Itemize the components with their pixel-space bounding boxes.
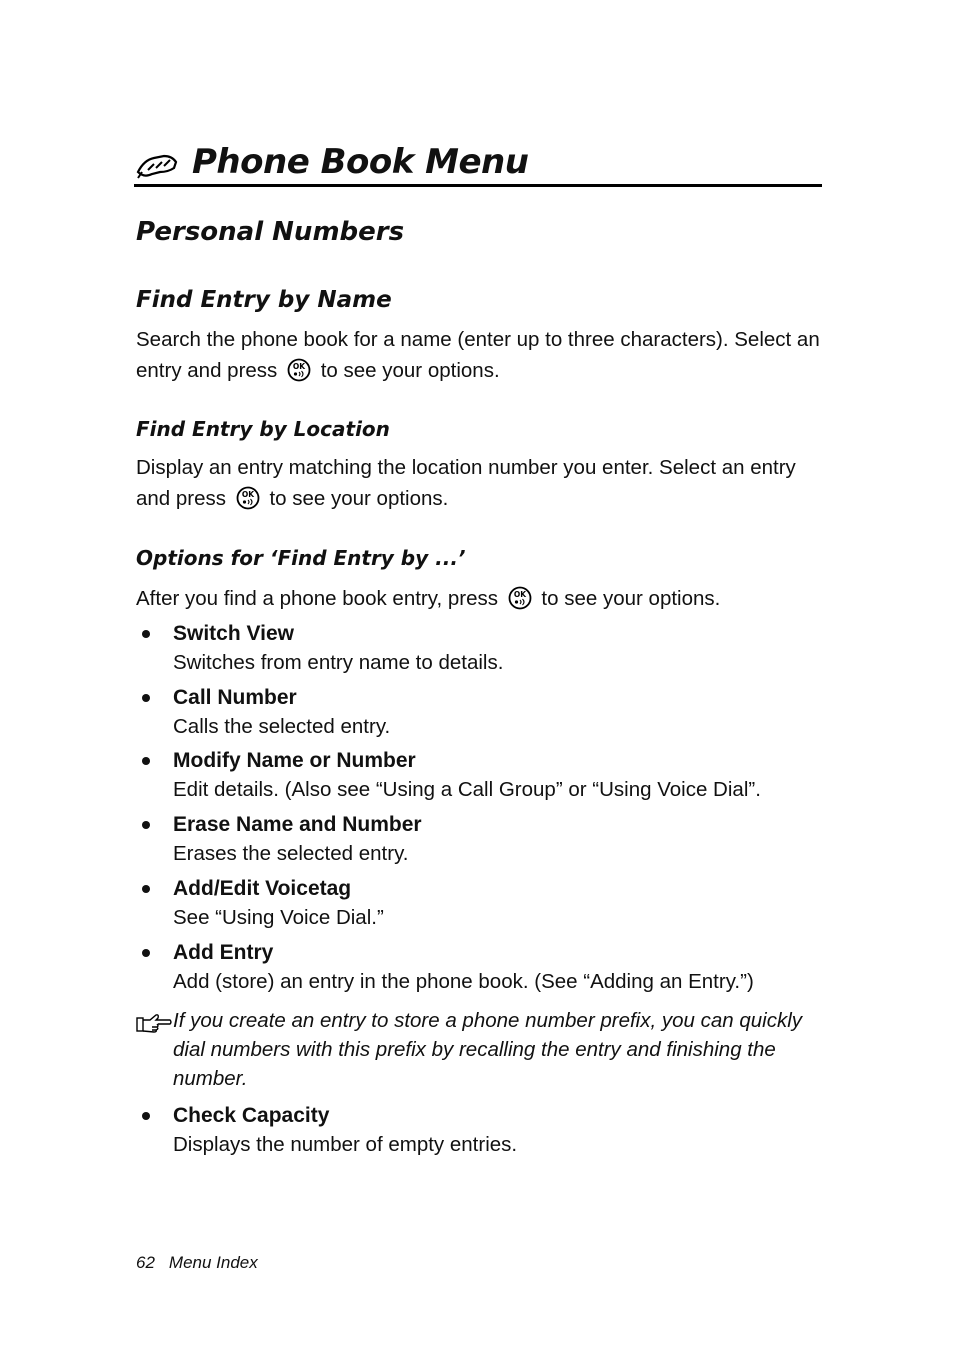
list-item-desc: Calls the selected entry.: [173, 715, 391, 738]
options-text-after: to see your options.: [541, 587, 721, 610]
list-item-label: Add/Edit Voicetag: [173, 877, 352, 900]
list-item-desc: Edit details. (Also see “Using a Call Group” or “Using Voice Dial”.: [173, 778, 761, 801]
page-number: 62: [136, 1253, 155, 1272]
list-item-label: Switch View: [173, 622, 294, 645]
find-by-name-heading: Find Entry by Name: [136, 287, 392, 313]
bullet-icon: [142, 949, 150, 957]
list-item-label: Check Capacity: [173, 1104, 330, 1127]
find-by-name-text-after: to see your options.: [320, 359, 500, 382]
list-item-desc: Switches from entry name to details.: [173, 651, 504, 674]
tip-note-text: If you create an entry to store a phone number prefix, you can quickly dial numbers with this prefix by recalling the entry and finishing the number.: [173, 1009, 803, 1090]
options-heading: Options for ‘Find Entry by ...’: [136, 546, 466, 570]
list-item-desc: Displays the number of empty entries.: [173, 1133, 518, 1156]
ok-button-label: OK: [513, 590, 526, 599]
ok-button-label: OK: [241, 490, 254, 499]
section-title: Personal Numbers: [136, 217, 405, 247]
list-item-label: Erase Name and Number: [173, 813, 422, 836]
page-title: Phone Book Menu: [192, 142, 529, 182]
list-item-label: Add Entry: [173, 941, 274, 964]
pointing-hand-icon: [136, 1012, 172, 1034]
bullet-icon: [142, 1112, 150, 1120]
bullet-icon: [142, 757, 150, 765]
find-by-location-text: [136, 452, 826, 514]
list-item-desc: Add (store) an entry in the phone book. (See “Adding an Entry.”): [173, 970, 754, 993]
bullet-icon: [142, 885, 150, 893]
find-by-location-text-before: Display an entry matching the location number you enter. Select an entry and press: [136, 456, 796, 510]
page-title-bar: [134, 140, 822, 187]
bullet-icon: [142, 694, 150, 702]
list-item-label: Call Number: [173, 686, 297, 709]
list-item-label: Modify Name or Number: [173, 749, 416, 772]
options-text-before: After you find a phone book entry, press: [136, 587, 499, 610]
bullet-icon: [142, 630, 150, 638]
options-intro-text: [136, 583, 826, 614]
find-by-location-heading: Find Entry by Location: [136, 417, 390, 441]
ok-button-icon: [287, 358, 311, 382]
find-by-name-text: [136, 324, 826, 386]
find-by-location-text-after: to see your options.: [269, 487, 449, 510]
list-item-desc: Erases the selected entry.: [173, 842, 409, 865]
phone-book-icon: [134, 152, 178, 180]
list-item-desc: See “Using Voice Dial.”: [173, 906, 384, 929]
ok-button-icon: [236, 486, 260, 510]
find-by-name-text-before: Search the phone book for a name (enter up to three characters). Select an entry and press: [136, 328, 820, 382]
bullet-icon: [142, 821, 150, 829]
ok-button-icon: [508, 586, 532, 610]
page-footer: [136, 1250, 258, 1276]
footer-label: Menu Index: [168, 1253, 258, 1272]
ok-button-label: OK: [292, 362, 306, 371]
